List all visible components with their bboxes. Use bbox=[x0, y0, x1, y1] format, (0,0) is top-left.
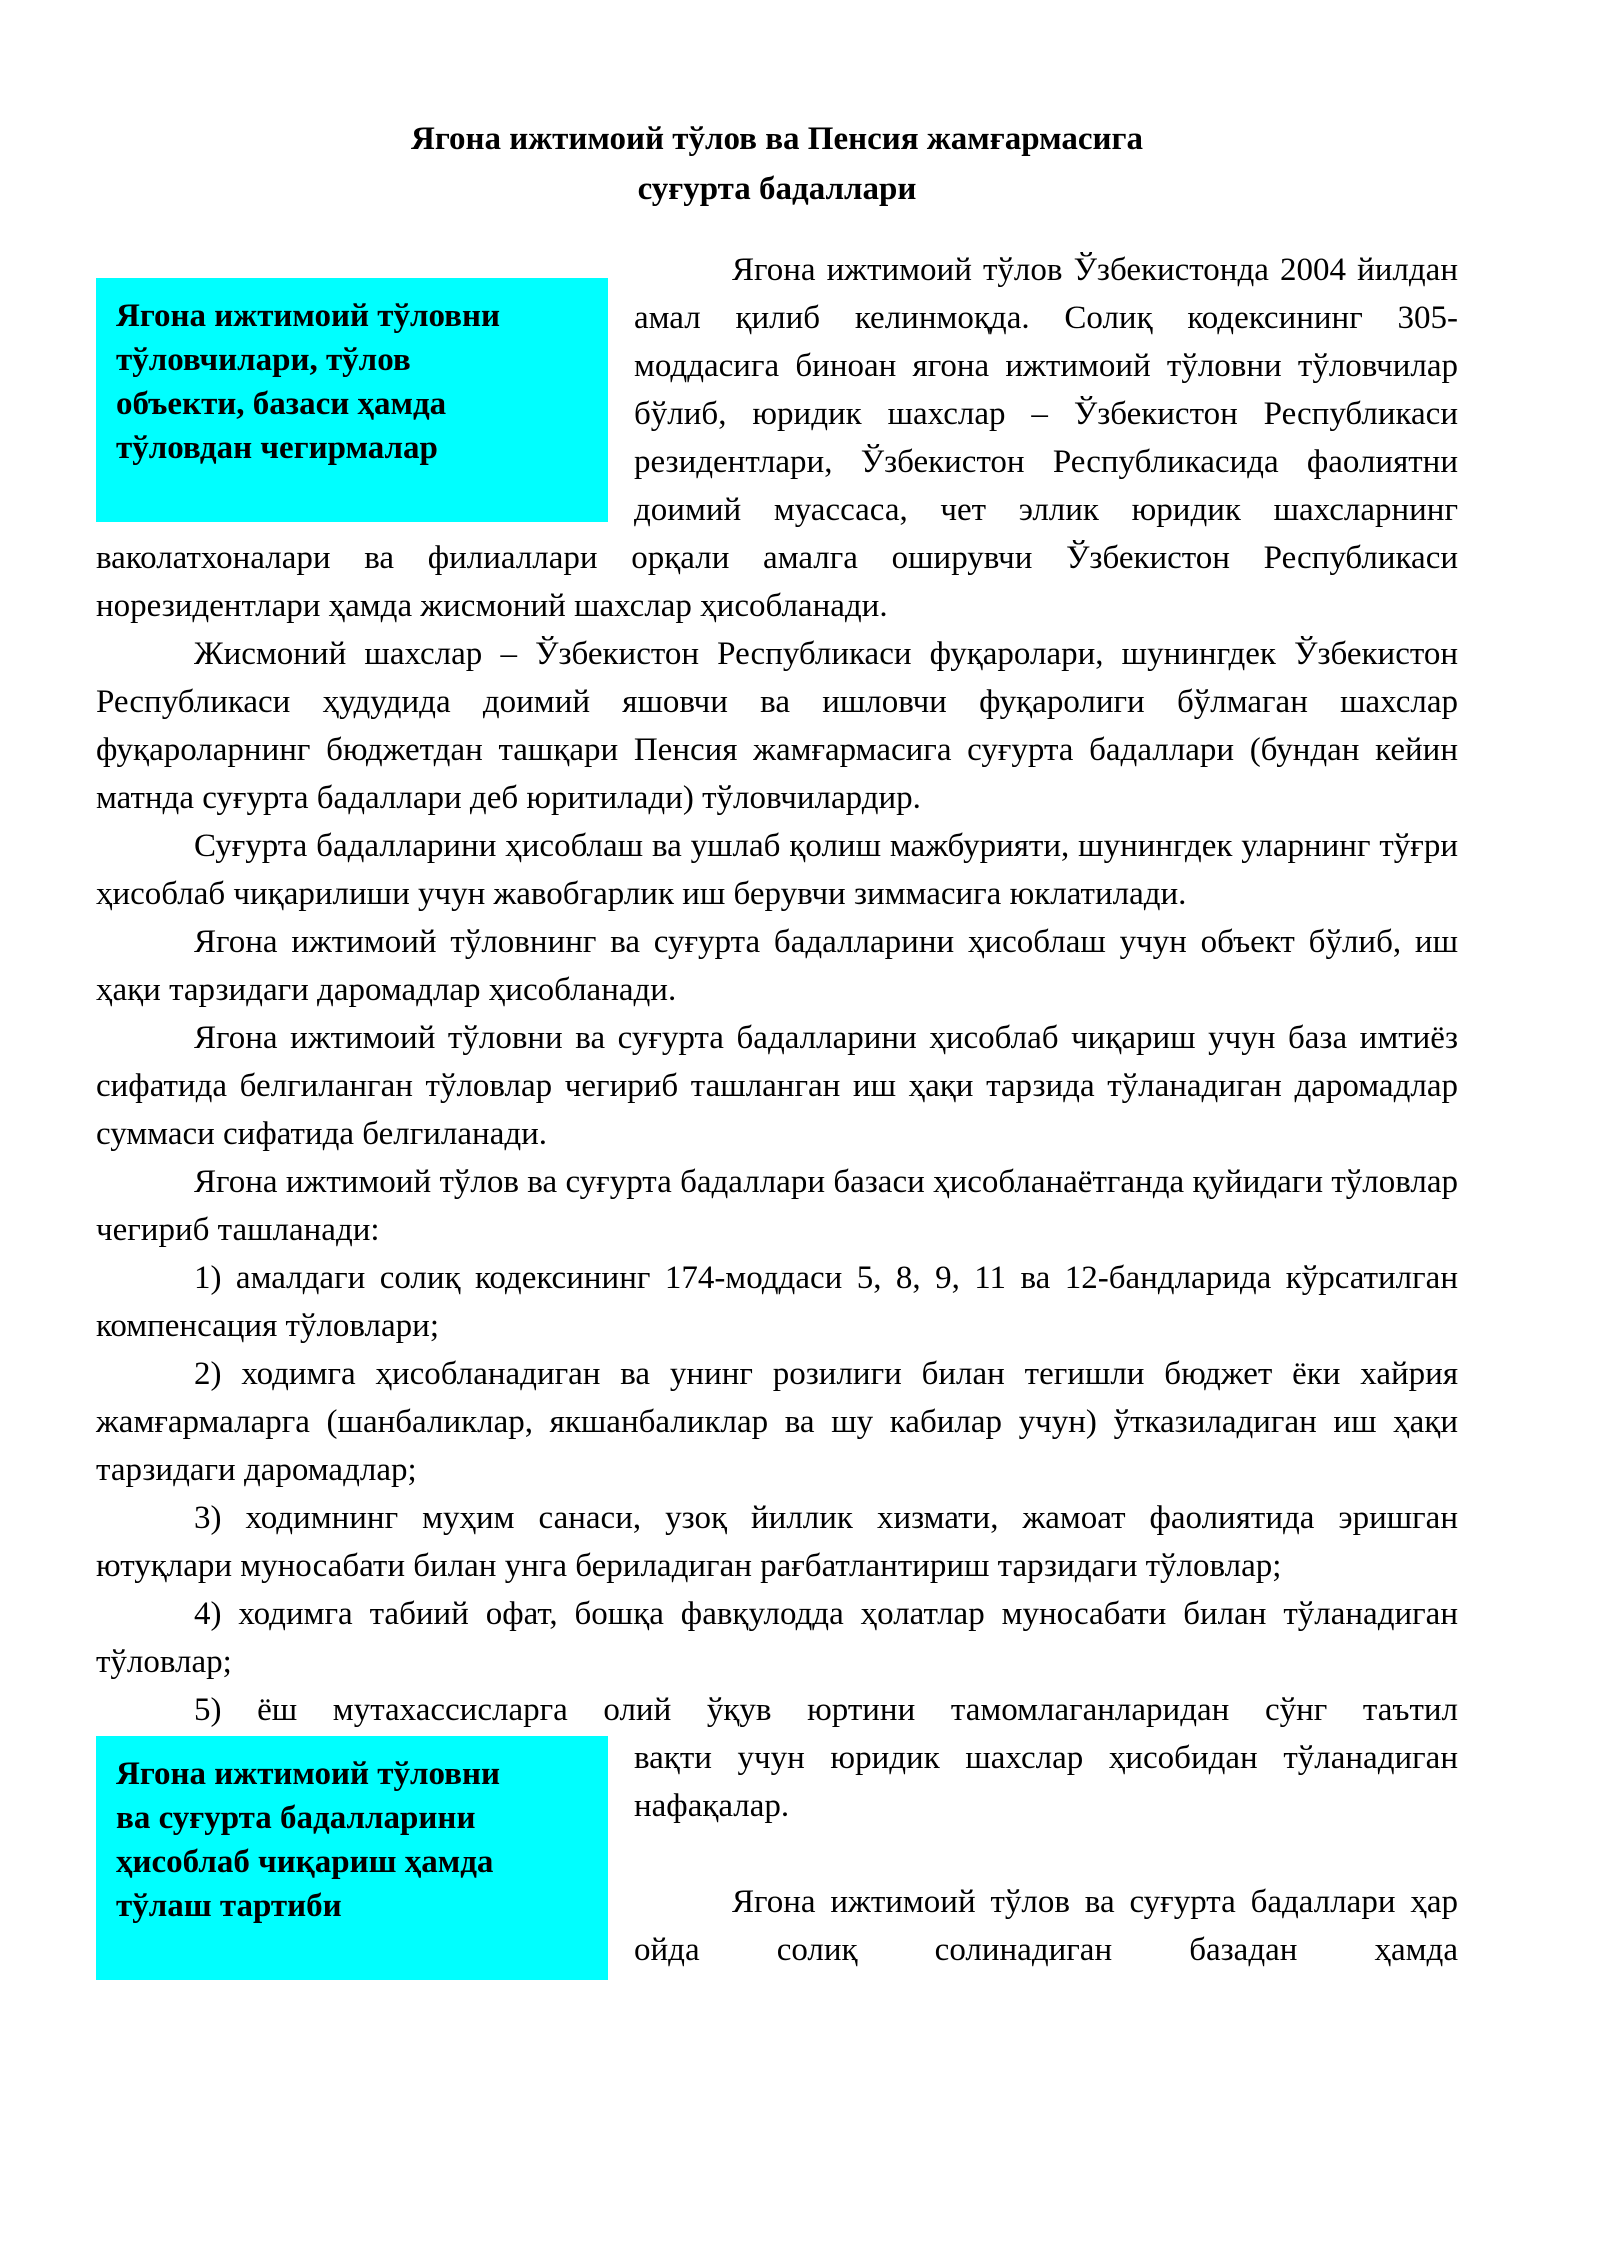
list-item: 1) амалдаги солиқ кодексининг 174-моддаси 5, 8, 9, 11 ва 12-бандларида кўрсатилган компенсация тўловлари; bbox=[96, 1260, 1458, 1344]
heading-line: тўлаш тартиби bbox=[116, 1888, 342, 1924]
paragraph: Ягона ижтимоий тўлов Ўзбекистонда 2004 йилдан амал қилиб келинмоқда. Солиқ кодексининг 305-моддасига биноан ягона ижтимоий тўловни тўловчилар бўлиб, юридик шахслар – Ўзбекистон Республикаси резидентлари, Ўзбекистон Республикасида фаолиятни доимий муассаса, чет эллик юридик шахсларнинг ваколатхоналари ва филиаллари орқали амалга оширувчи Ўзбекистон Республикаси норезидентлари ҳамда жисмоний шахслар ҳисобланади. bbox=[96, 252, 1458, 624]
heading-line: тўловчилари, тўлов bbox=[116, 342, 411, 378]
document-page bbox=[96, 0, 1458, 1992]
heading-line: тўловдан чегирмалар bbox=[116, 430, 438, 466]
section-heading-box-2 bbox=[96, 1736, 608, 1980]
paragraph: Ягона ижтимоий тўловни ва суғурта бадалларини ҳисоблаб чиқариш учун база имтиёз сифатида белгиланган тўловлар чегириб ташланган иш ҳақи тарзида тўланадиган даромадлар суммаси сифатида белгиланади. bbox=[96, 1020, 1458, 1152]
list-item: 2) ходимга ҳисобланадиган ва унинг розилиги билан тегишли бюджет ёки хайрия жамғармаларга (шанбаликлар, якшанбаликлар ва шу кабилар учун) ўтказиладиган иш ҳақи тарзидаги даромадлар; bbox=[96, 1356, 1458, 1488]
list-item-5-continuation: вақти учун юридик шахслар ҳисобидан тўланадиган нафақалар. bbox=[634, 1740, 1458, 1824]
heading-line: Ягона ижтимоий тўловни bbox=[116, 298, 500, 334]
paragraph: Жисмоний шахслар – Ўзбекистон Республикаси фуқаролари, шунингдек Ўзбекистон Республикаси ҳудудида доимий яшовчи ва ишловчи фуқаролиги бўлмаган шахслар фуқароларнинг бюджетдан ташқари Пенсия жамғармасига суғурта бадаллари (бундан кейин матнда суғурта бадаллари деб юритилади) тўловчилардир. bbox=[96, 636, 1458, 816]
heading-line: Ягона ижтимоий тўловни bbox=[116, 1756, 500, 1792]
heading-line: ва суғурта бадалларини bbox=[116, 1800, 476, 1836]
section-heading-box-1 bbox=[96, 278, 608, 522]
heading-line: ҳисоблаб чиқариш ҳамда bbox=[116, 1844, 494, 1880]
section-calculation bbox=[96, 1734, 1458, 1974]
paragraph: Ягона ижтимоий тўлов ва суғурта бадаллари ҳар ойда солиқ солинадиган базадан ҳамда bbox=[634, 1884, 1458, 1968]
title-line-2: суғурта бадаллари bbox=[637, 171, 917, 207]
title-line-1: Ягона ижтимоий тўлов ва Пенсия жамғармасига bbox=[410, 121, 1144, 157]
section-payers bbox=[96, 246, 1458, 1734]
list-item: 4) ходимга табиий офат, бошқа фавқулодда ҳолатлар муносабати билан тўланадиган тўловлар; bbox=[96, 1596, 1458, 1680]
heading-line: объекти, базаси ҳамда bbox=[116, 386, 447, 422]
paragraph: Ягона ижтимоий тўловнинг ва суғурта бадалларини ҳисоблаш учун объект бўлиб, иш ҳақи тарзидаги даромадлар ҳисобланади. bbox=[96, 924, 1458, 1008]
paragraph: Ягона ижтимоий тўлов ва суғурта бадаллари базаси ҳисобланаётганда қуйидаги тўловлар чегириб ташланади: bbox=[96, 1164, 1458, 1248]
list-item: 3) ходимнинг муҳим санаси, узоқ йиллик хизмати, жамоат фаолиятида эришган ютуқлари муносабати билан унга бериладиган рағбатлантириш тарзидаги тўловлар; bbox=[96, 1500, 1458, 1584]
document-title bbox=[96, 114, 1458, 214]
list-item-5-line-1: 5) ёш мутахассисларга олий ўқув юртини тамомлаганларидан сўнг таътил bbox=[194, 1692, 1458, 1728]
paragraph: Суғурта бадалларини ҳисоблаш ва ушлаб қолиш мажбурияти, шунингдек уларнинг тўғри ҳисоблаб чиқарилиши учун жавобгарлик иш берувчи зиммасига юклатилади. bbox=[96, 828, 1458, 912]
